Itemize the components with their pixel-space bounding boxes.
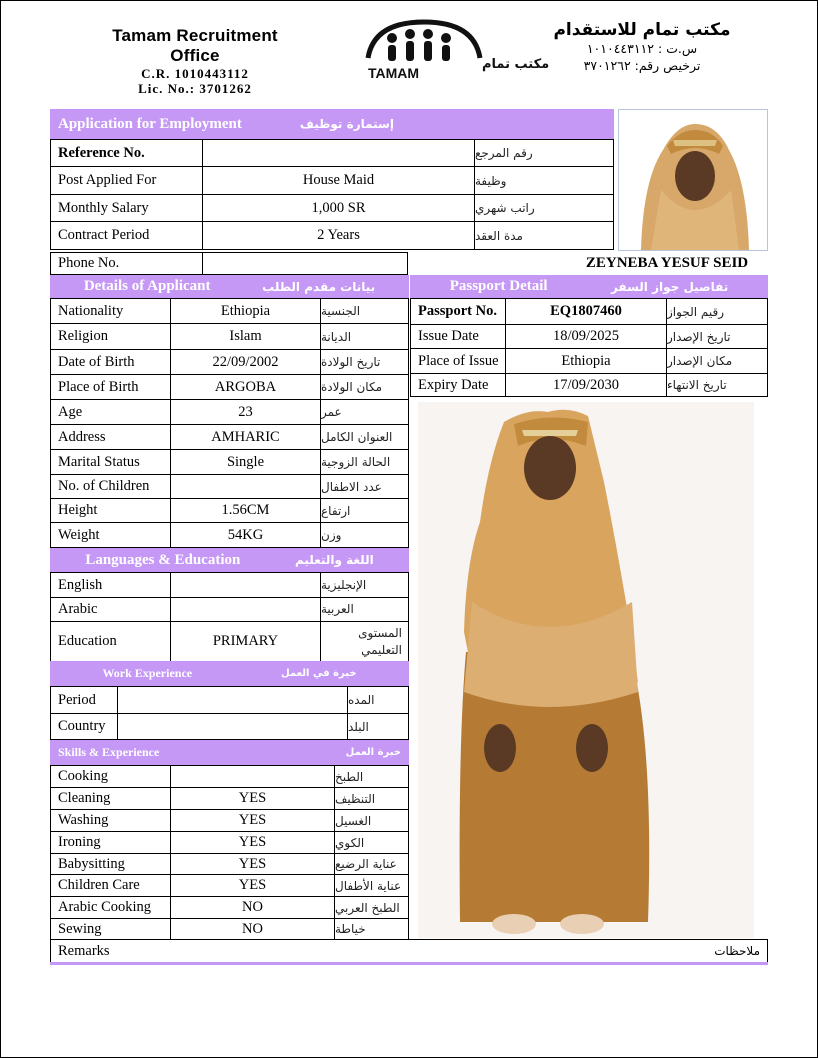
candidate-name: ZEYNEBA YESUF SEID: [585, 254, 749, 271]
remarks-label-ar: ملاحظات: [714, 944, 760, 958]
field-value: YES: [170, 831, 335, 854]
field-value: Single: [170, 449, 321, 475]
license-number-ar: ترخيص رقم: ٣٧٠١٢٦٢: [583, 58, 701, 73]
field-label: Place of Birth: [50, 374, 171, 400]
work-title-ar: خبرة في العمل: [281, 668, 357, 679]
field-value: 2 Years: [202, 221, 475, 250]
field-label-ar: رقم المرجع: [474, 139, 614, 167]
field-label-ar: راتب شهري: [474, 194, 614, 222]
field-label-ar: الكوي: [334, 831, 409, 854]
field-value: NO: [170, 896, 335, 919]
field-value: 23: [170, 399, 321, 425]
tamam-logo: [362, 18, 550, 84]
skills-title-ar: خبرة العمل: [345, 747, 401, 758]
field-label-ar: الطبخ: [334, 765, 409, 788]
passport-title-bar: [410, 275, 768, 298]
applicant-title-bar: [50, 275, 409, 298]
full-body-photo: [418, 402, 754, 938]
field-label: Contract Period: [50, 221, 203, 250]
field-label: No. of Children: [50, 474, 171, 499]
languages-title-en: Languages & Education: [85, 551, 241, 568]
work-title-en: Work Experience: [102, 666, 193, 680]
logo-text-en: TAMAM: [368, 65, 420, 81]
field-label-ar: المده: [347, 686, 409, 714]
field-label: Height: [50, 498, 171, 523]
field-value: [117, 713, 348, 740]
field-label-ar: الإنجليزية: [320, 572, 409, 598]
field-label: Address: [50, 424, 171, 450]
phone-value: [202, 252, 408, 275]
field-value: 1,000 SR: [202, 194, 475, 222]
field-label-ar: تاريخ الانتهاء: [666, 373, 768, 397]
field-value: [202, 139, 475, 167]
field-label-ar: مدة العقد: [474, 221, 614, 250]
field-label-ar: ارتفاع: [320, 498, 409, 523]
field-label-ar: البلد: [347, 713, 409, 740]
field-label: Date of Birth: [50, 349, 171, 375]
footer-accent-line: [50, 962, 768, 965]
field-label-ar: عمر: [320, 399, 409, 425]
applicant-title-ar: بيانات مقدم الطلب: [262, 279, 376, 294]
passport-title-en: Passport Detail: [449, 278, 548, 294]
field-label: Washing: [50, 809, 171, 832]
license-number-en: Lic. No.: 3701262: [138, 81, 252, 96]
field-value: 54KG: [170, 522, 321, 548]
field-value: AMHARIC: [170, 424, 321, 450]
field-label: Weight: [50, 522, 171, 548]
field-label-ar: الجنسية: [320, 298, 409, 324]
application-title-en: Application for Employment: [58, 115, 242, 132]
field-value: YES: [170, 874, 335, 897]
field-label-ar: تاريخ الإصدار: [666, 324, 768, 349]
field-label-ar: الطبخ العربي: [334, 896, 409, 919]
field-label: Reference No.: [50, 139, 203, 167]
field-value: Islam: [170, 323, 321, 350]
field-value: YES: [170, 787, 335, 810]
phone-label: Phone No.: [50, 252, 203, 275]
application-title-bar: [50, 109, 614, 139]
company-info-english: [92, 26, 298, 96]
field-label: Babysitting: [50, 853, 171, 875]
field-label: English: [50, 572, 171, 598]
field-label-ar: خياطة: [334, 918, 409, 940]
field-value: ARGOBA: [170, 374, 321, 400]
field-value: PRIMARY: [170, 621, 321, 662]
field-value: [170, 765, 335, 788]
field-label: Issue Date: [410, 324, 506, 349]
field-label-ar: عناية الأطفال: [334, 874, 409, 897]
field-label: Nationality: [50, 298, 171, 324]
company-name-ar: مكتب تمام للاستقدام: [553, 20, 731, 40]
field-label: Place of Issue: [410, 348, 506, 374]
field-label-ar: العنوان الكامل: [320, 424, 409, 450]
remarks-row: [50, 939, 768, 963]
cr-number-en: C.R. 1010443112: [141, 66, 249, 81]
field-label-ar: عدد الاطفال: [320, 474, 409, 499]
field-value: House Maid: [202, 166, 475, 195]
work-title-bar: [50, 661, 409, 686]
skills-title-bar: [50, 740, 409, 765]
field-value: [170, 572, 321, 598]
field-label: Monthly Salary: [50, 194, 203, 222]
field-label-ar: الديانة: [320, 323, 409, 350]
applicant-title-en: Details of Applicant: [83, 278, 211, 294]
languages-title-bar: [50, 548, 409, 572]
field-label-ar: وظيفة: [474, 166, 614, 195]
remarks-label: Remarks: [58, 942, 110, 959]
field-label: Religion: [50, 323, 171, 350]
field-value: Ethiopia: [170, 298, 321, 324]
field-label-ar: تاريخ الولادة: [320, 349, 409, 375]
field-value: EQ1807460: [505, 298, 667, 325]
passport-title-ar: تفاصيل جواز السفر: [610, 279, 729, 294]
field-label: Country: [50, 713, 118, 740]
field-label: Arabic Cooking: [50, 896, 171, 919]
portrait-photo: [618, 109, 768, 251]
field-value: 17/09/2030: [505, 373, 667, 397]
field-label-ar: مكان الولادة: [320, 374, 409, 400]
field-value: [117, 686, 348, 714]
skills-title-en: Skills & Experience: [58, 745, 160, 759]
field-label-ar: الغسيل: [334, 809, 409, 832]
field-value: NO: [170, 918, 335, 940]
field-value: 22/09/2002: [170, 349, 321, 375]
field-label-ar: مكان الإصدار: [666, 348, 768, 374]
field-label: Sewing: [50, 918, 171, 940]
field-label-ar: وزن: [320, 522, 409, 548]
field-label-ar: عناية الرضيع: [334, 853, 409, 875]
field-value: 18/09/2025: [505, 324, 667, 349]
logo-text-ar: مكتب تمام: [482, 57, 550, 72]
field-label: Age: [50, 399, 171, 425]
field-value: [170, 597, 321, 622]
field-label: Marital Status: [50, 449, 171, 475]
field-label: Children Care: [50, 874, 171, 897]
field-value: YES: [170, 853, 335, 875]
field-label-ar: الحالة الزوجية: [320, 449, 409, 475]
cr-number-ar: س.ت : ١٠١٠٤٤٣١١٢: [586, 41, 698, 56]
field-value: 1.56CM: [170, 498, 321, 523]
field-label: Cooking: [50, 765, 171, 788]
company-info-arabic: [536, 20, 748, 74]
field-label: Arabic: [50, 597, 171, 622]
application-title-ar: إستمارة توظيف: [299, 117, 394, 131]
field-label: Education: [50, 621, 171, 662]
field-value: YES: [170, 809, 335, 832]
field-label-ar: المستوى التعليمي: [320, 621, 409, 662]
field-label: Cleaning: [50, 787, 171, 810]
field-value: Ethiopia: [505, 348, 667, 374]
field-label: Period: [50, 686, 118, 714]
field-label: Ironing: [50, 831, 171, 854]
field-label-ar: العربية: [320, 597, 409, 622]
languages-title-ar: اللغة والتعليم: [294, 553, 374, 567]
company-name-en: Tamam Recruitment Office: [112, 26, 278, 65]
field-label-ar: التنظيف: [334, 787, 409, 810]
field-label: Post Applied For: [50, 166, 203, 195]
field-value: [170, 474, 321, 499]
field-label: Expiry Date: [410, 373, 506, 397]
field-label: Passport No.: [410, 298, 506, 325]
field-label-ar: رقيم الجواز: [666, 298, 768, 325]
